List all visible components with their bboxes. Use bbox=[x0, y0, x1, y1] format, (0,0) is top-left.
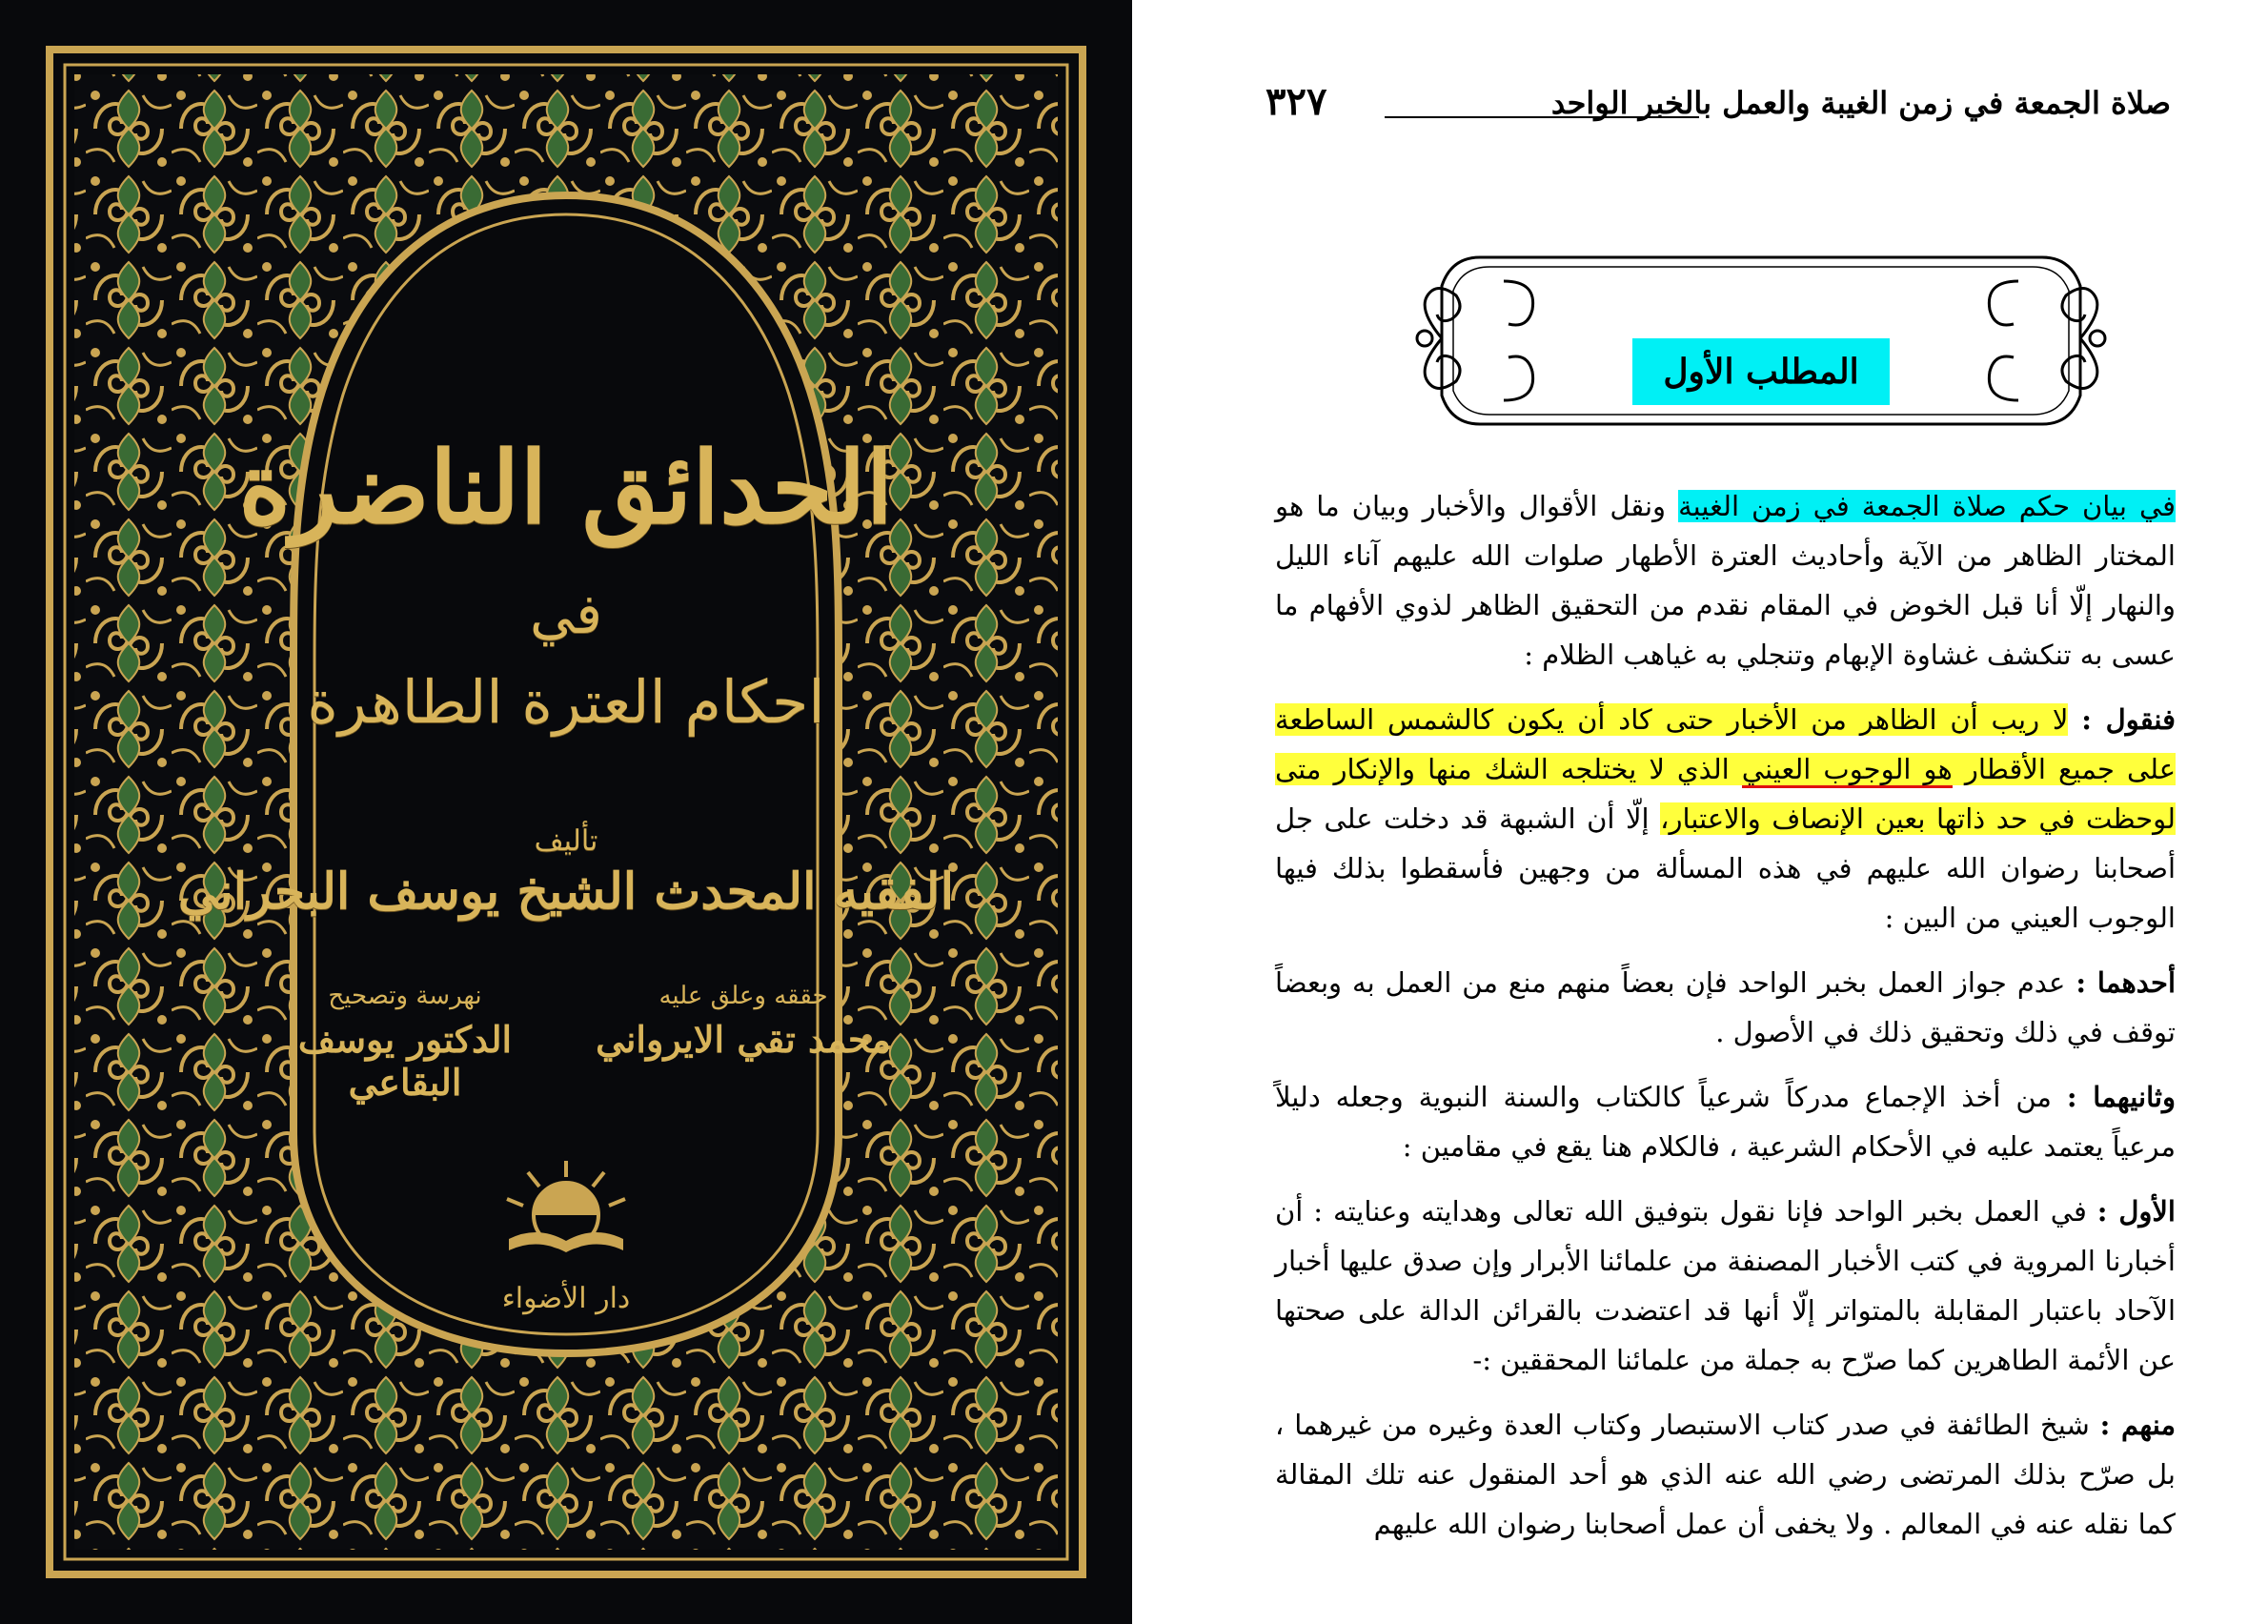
book-page bbox=[1132, 0, 2268, 1624]
paragraph-lead: منهم : bbox=[2099, 1409, 2177, 1441]
cover-ornament bbox=[0, 0, 1132, 1624]
paragraph-text: من أخذ الإجماع مدركاً شرعياً كالكتاب والسنة النبوية وجعله دليلاً مرعياً يعتمد عليه في الأحكام الشرعية ، فالكلام هنا يقع في مقامين : bbox=[1275, 1081, 2176, 1163]
highlight-part-1: لا ريب أن الظاهر من الأخبار حتى كاد أن يكون كالشمس الساطعة على جميع الأقطار bbox=[1275, 703, 2177, 785]
page-number: ٣٢٧ bbox=[1266, 79, 1327, 124]
cover-authorship-label: تأليف bbox=[534, 824, 598, 858]
reviewer-credit bbox=[253, 982, 557, 1104]
editor-name: محمد تقي الايرواني bbox=[596, 1018, 891, 1061]
editor-credit bbox=[572, 982, 915, 1061]
paragraph-text: في العمل بخبر الواحد فإنا نقول بتوفيق الله تعالى وهدايته وعنايته : أن أخبارنا المروية في كتب الأخبار المصنفة من علمائنا الأبرار وإن صدق عليها أخبار الآحاد باعتبار المقابلة بالمتواتر إلّا أنها قد اعتضدت بالقرائن الدالة على صحتها عن الأئمة الطاهرين كما صرّح به جملة من علمائنا المحققين :- bbox=[1275, 1195, 2176, 1376]
paragraph-lead: الأول : bbox=[2096, 1195, 2176, 1228]
cover-author: الفقيه المحدث الشيخ يوسف البحراني bbox=[177, 863, 955, 921]
paragraph-5 bbox=[1275, 1187, 2176, 1385]
reviewer-role: نهرسة وتصحيح bbox=[328, 982, 482, 1010]
cover-subtitle: احكام العترة الطاهرة bbox=[307, 667, 825, 737]
cover-title: الحدائق الناضرة bbox=[238, 429, 894, 546]
paragraph-text: إلّا أن الشبهة قد دخلت على جل أصحابنا رضوان الله عليهم في هذه المسألة من وجهين فأسقطوا بذلك فيها الوجوب العيني من البين : bbox=[1275, 802, 2176, 934]
paragraph-4 bbox=[1275, 1072, 2176, 1171]
paragraph-6 bbox=[1275, 1400, 2176, 1549]
paragraph-text: ونقل الأقوال والأخبار وبيان ما هو المختار الظاهر من الآية وأحاديث العترة الأطهار صلوات الله عليهم آناء الليل والنهار إلّا أنا قبل الخوض في المقام نقدم من التحقيق الظاهر لذوي الأفهام ما عسى به تنكشف غشاوة الإبهام وتنجلي به غياهب الظلام : bbox=[1275, 490, 2176, 671]
book-cover bbox=[0, 0, 1132, 1624]
paragraph-lead: وثانيهما : bbox=[2066, 1081, 2176, 1113]
highlight-part-2: الذي لا يختلجه الشك منها والإنكار متى لوحظت في حد ذاتها بعين الإنصاف والاعتبار، bbox=[1275, 753, 2176, 835]
paragraph-2 bbox=[1275, 695, 2176, 943]
highlighted-phrase: في بيان حكم صلاة الجمعة في زمن الغيبة bbox=[1678, 490, 2177, 522]
underlined-phrase: هو الوجوب العيني bbox=[1742, 753, 1953, 788]
running-title: صلاة الجمعة في زمن الغيبة والعمل بالخبر الواحد bbox=[1550, 85, 2171, 121]
editor-role: حققه وعلق عليه bbox=[658, 982, 828, 1010]
paragraph-3 bbox=[1275, 958, 2176, 1057]
body-text bbox=[1275, 481, 2176, 1564]
paragraph-text: شيخ الطائفة في صدر كتاب الاستبصار وكتاب العدة وغيره من غيرهما ، بل صرّح بذلك المرتضى رضي الله عنه الذي هو أحد المنقول عنه تلك المقالة كما نقله عنه في المعالم . ولا يخفى أن عمل أصحابنا رضوان الله عليهم bbox=[1275, 1409, 2176, 1540]
paragraph-text: عدم جواز العمل بخبر الواحد فإن بعضاً منهم منع من العمل به وبعضاً توقف في ذلك وتحقيق ذلك في الأصول . bbox=[1275, 966, 2176, 1048]
cover-preposition: في bbox=[529, 581, 603, 646]
publisher-name: دار الأضواء bbox=[501, 1282, 631, 1315]
running-head bbox=[1266, 71, 2171, 129]
section-title: المطلب الأول bbox=[1632, 338, 1890, 405]
paragraph-lead: أحدهما : bbox=[2076, 966, 2176, 999]
reviewer-name: الدكتور يوسف البقاعي bbox=[297, 1018, 513, 1104]
paragraph-1 bbox=[1275, 481, 2176, 680]
header-rule bbox=[1385, 116, 1699, 118]
paragraph-lead: فنقول : bbox=[2081, 703, 2177, 736]
